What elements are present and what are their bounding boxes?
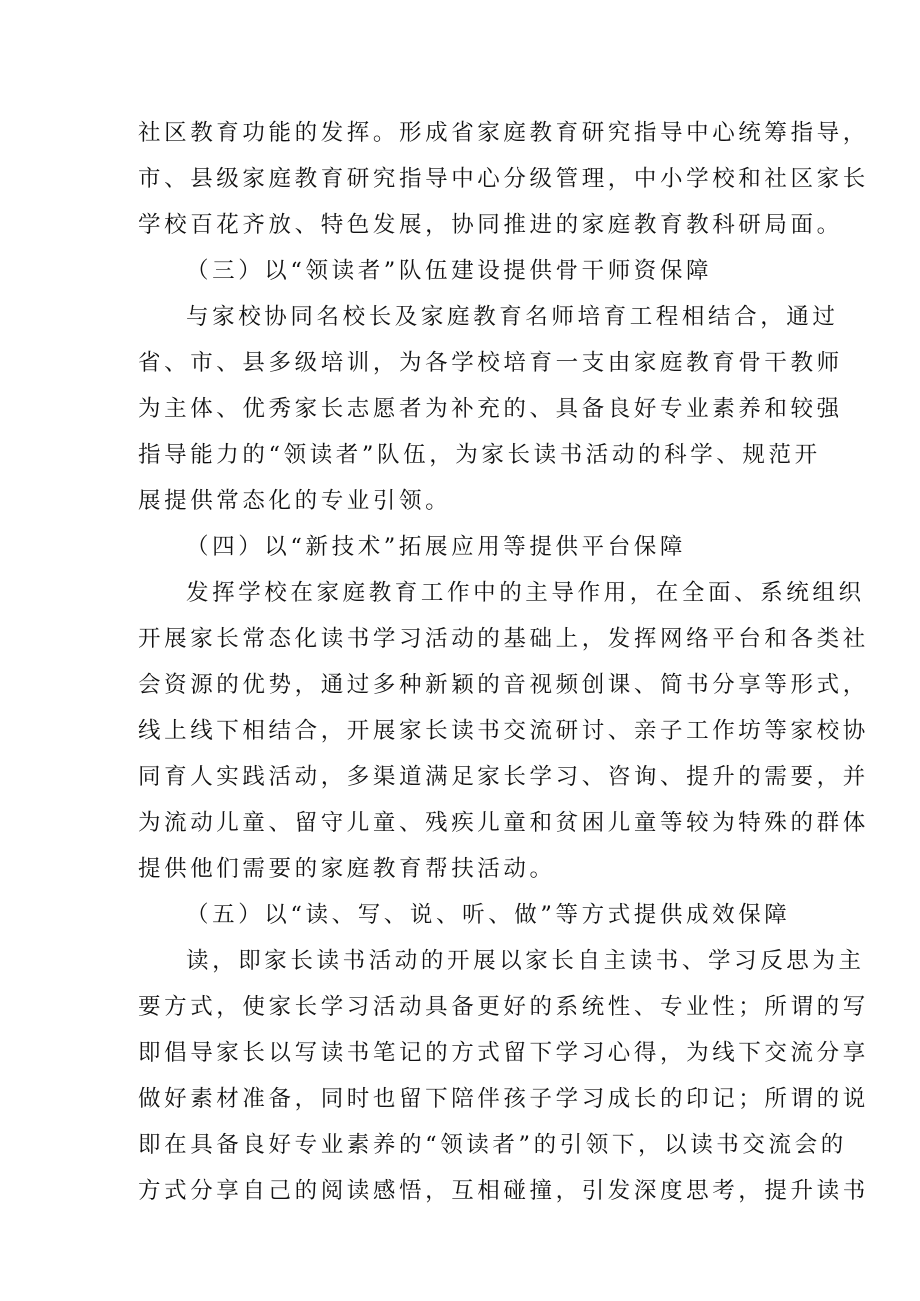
paragraph-line: 线上线下相结合，开展家长读书交流研讨、亲子工作坊等家校协: [138, 718, 869, 744]
paragraph-line: 同育人实践活动，多渠道满足家长学习、咨询、提升的需要，并: [138, 764, 869, 790]
paragraph-line: 会资源的优势，通过多种新颖的音视频创课、简书分享等形式，: [138, 672, 869, 698]
paragraph-line: 市、县级家庭教育研究指导中心分级管理，中小学校和社区家长: [138, 166, 869, 192]
paragraph-line: 方式分享自己的阅读感悟，互相碰撞，引发深度思考，提升读书: [138, 1178, 869, 1204]
paragraph-line: 为流动儿童、留守儿童、残疾儿童和贫困儿童等较为特殊的群体: [138, 810, 869, 836]
paragraph-line: 做好素材准备，同时也留下陪伴孩子学习成长的印记；所谓的说: [138, 1086, 869, 1112]
section-heading-3: （三）以“领读者”队伍建设提供骨干师资保障: [186, 258, 713, 284]
paragraph-line: 即在具备良好专业素养的“领读者”的引领下，以读书交流会的: [138, 1132, 847, 1158]
paragraph-line: 省、市、县多级培训，为各学校培育一支由家庭教育骨干教师: [138, 350, 843, 376]
paragraph-line: 为主体、优秀家长志愿者为补充的、具备良好专业素养和较强: [138, 396, 843, 422]
paragraph-line: 读，即家长读书活动的开展以家长自主读书、学习反思为主: [186, 948, 865, 974]
paragraph-line: 展提供常态化的专业引领。: [138, 488, 452, 514]
paragraph-line: 要方式，使家长学习活动具备更好的系统性、专业性；所谓的写: [138, 994, 869, 1020]
paragraph-line: 发挥学校在家庭教育工作中的主导作用，在全面、系统组织: [186, 580, 865, 606]
paragraph-line: 提供他们需要的家庭教育帮扶活动。: [138, 856, 556, 882]
paragraph-line: 指导能力的“领读者”队伍，为家长读书活动的科学、规范开: [138, 442, 821, 468]
paragraph-line: 学校百花齐放、特色发展，协同推进的家庭教育教科研局面。: [138, 212, 843, 238]
paragraph-line: 社区教育功能的发挥。形成省家庭教育研究指导中心统筹指导，: [138, 120, 869, 146]
paragraph-line: 即倡导家长以写读书笔记的方式留下学习心得，为线下交流分享: [138, 1040, 869, 1066]
paragraph-line: 开展家长常态化读书学习活动的基础上，发挥网络平台和各类社: [138, 626, 869, 652]
section-heading-5: （五）以“读、写、说、听、做”等方式提供成效保障: [186, 902, 791, 928]
section-heading-4: （四）以“新技术”拓展应用等提供平台保障: [186, 534, 687, 560]
paragraph-line: 与家校协同名校长及家庭教育名师培育工程相结合，通过: [186, 304, 839, 330]
